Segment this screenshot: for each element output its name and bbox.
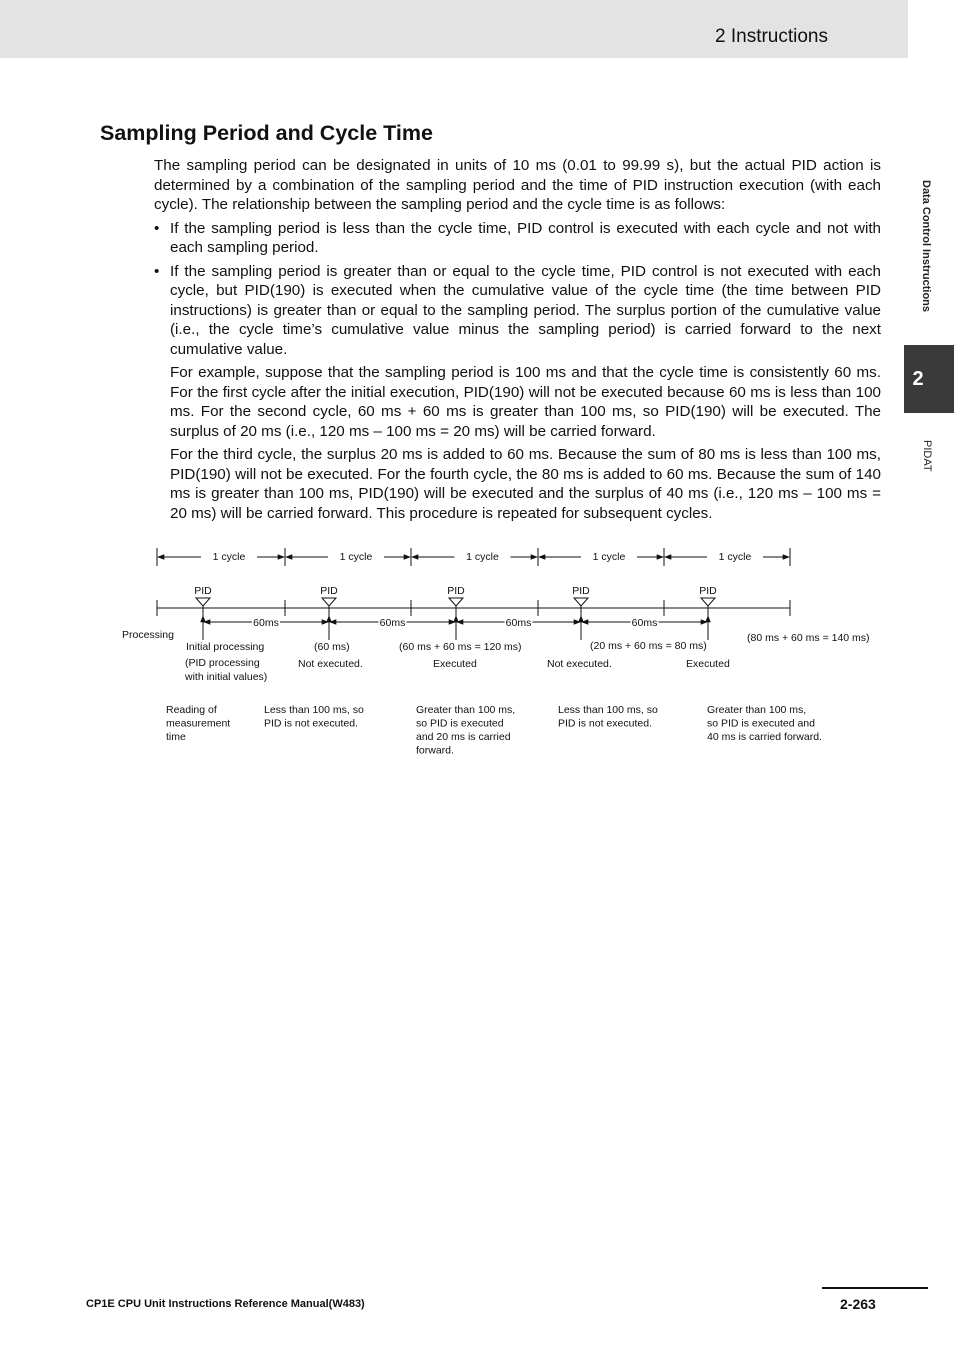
footer-rule xyxy=(822,1287,928,1289)
initial-processing-label: Initial processing xyxy=(186,641,265,653)
explanation-note: measurement xyxy=(166,717,231,730)
explanation-note: and 20 ms is carried xyxy=(416,731,511,743)
cumulative-sum-label: (80 ms + 60 ms = 140 ms) xyxy=(747,632,870,644)
bullet-text: If the sampling period is less than the cycle time, PID control is executed with each cycle and not with each sampling period. xyxy=(170,219,881,256)
section-title: Sampling Period and Cycle Time xyxy=(100,121,433,145)
interval-label: 60ms xyxy=(253,617,279,629)
explanation-note: forward. xyxy=(416,744,454,757)
cumulative-sum-label: (60 ms) xyxy=(314,641,350,653)
cumulative-sum-label: (60 ms + 60 ms = 120 ms) xyxy=(399,641,522,653)
bullet-dot: • xyxy=(154,219,160,237)
intro-paragraph: The sampling period can be designated in units of 10 ms (0.01 to 99.99 s), but the actual PID action is determined by a combination of the sampling period and the time of PID instruction execution (with each cycle). The relationship between the sampling period and the cycle time is as follows: xyxy=(154,157,881,213)
interval-label: 60ms xyxy=(505,617,532,629)
pid-label: PID xyxy=(699,585,717,597)
initial-processing-label: (PID processing xyxy=(185,657,260,669)
explanation-note: Less than 100 ms, so xyxy=(558,704,658,716)
chapter-tab: 2 xyxy=(904,345,954,413)
pid-triangle xyxy=(701,598,715,606)
explanation-note: PID is not executed. xyxy=(558,717,652,730)
pid-label: PID xyxy=(572,585,590,597)
pid-label: PID xyxy=(447,585,465,597)
cycle-label: 1 cycle xyxy=(718,551,752,563)
cycle-label: 1 cycle xyxy=(212,551,246,563)
cycle-label: 1 cycle xyxy=(339,551,373,563)
chapter-heading: 2 Instructions xyxy=(715,26,828,47)
side-instruction-label: PIDAT xyxy=(921,440,933,472)
explanation-note: Reading of xyxy=(166,704,217,716)
explanation-note: Greater than 100 ms, xyxy=(707,704,807,716)
example-paragraph: For the third cycle, the surplus 20 ms is added to 60 ms. Because the sum of 80 ms is less than 100 ms, PID(190) will not be executed. For the fourth cycle, the 80 ms is added to 60 ms. Because the sum of 140 ms is greater than 100 ms, PID(190) will be executed and the surplus of 40 ms (i.e., 120 ms – 100 ms = 20 ms) will be carried forward. This procedure is repeated for subsequent cycles. xyxy=(170,446,881,522)
processing-label: Processing xyxy=(122,629,174,641)
cycle-label: 1 cycle xyxy=(466,551,499,563)
diagram-labels xyxy=(122,551,870,757)
side-category-label: Data Control Instructions xyxy=(920,180,932,313)
execution-result-label: Not executed. xyxy=(547,658,612,670)
interval-label: 60ms xyxy=(631,617,658,629)
page-number: 2-263 xyxy=(840,1296,876,1312)
explanation-note: Greater than 100 ms, xyxy=(416,704,516,716)
explanation-note: so PID is executed and xyxy=(707,717,815,730)
execution-result-label: Not executed. xyxy=(298,658,363,670)
execution-result-label: Executed xyxy=(686,658,730,670)
bullet-dot: • xyxy=(154,262,160,280)
pid-triangle xyxy=(196,598,210,606)
pid-triangle xyxy=(574,598,588,606)
pid-label: PID xyxy=(194,585,212,597)
example-paragraph: For example, suppose that the sampling period is 100 ms and that the cycle time is consistently 60 ms. For the first cycle after the initial execution, PID(190) will not be executed because 60 ms is less than 100 ms. For the second cycle, 60 ms + 60 ms is greater than 100 ms, so PID(190) will be executed. The surplus of 20 ms (i.e., 120 ms – 100 ms = 20 ms) will be carried forward. xyxy=(170,364,881,440)
manual-title: CP1E CPU Unit Instructions Reference Manual(W483) xyxy=(86,1298,365,1310)
pid-triangle xyxy=(322,598,336,606)
execution-result-label: Executed xyxy=(433,658,477,670)
pid-triangle xyxy=(449,598,463,606)
interval-label: 60ms xyxy=(379,617,406,629)
explanation-note: so PID is executed xyxy=(416,717,504,730)
cumulative-sum-label: (20 ms + 60 ms = 80 ms) xyxy=(590,640,707,652)
cycle-label: 1 cycle xyxy=(592,551,626,563)
bullet-text: If the sampling period is greater than or equal to the cycle time, PID control is not executed with each cycle, but PID(190) is executed when the cumulative value of the cycle time (the time between PID instructions) is greater than or equal to the sampling period. The surplus portion of the cumulative value (i.e., the cycle time’s cumulative value minus the sampling period) is carried forward to the next cumulative value. xyxy=(170,262,881,358)
initial-processing-label: with initial values) xyxy=(185,671,268,683)
explanation-note: Less than 100 ms, so xyxy=(264,704,364,716)
pid-label: PID xyxy=(320,585,338,597)
explanation-note: 40 ms is carried forward. xyxy=(707,731,822,743)
explanation-note: time xyxy=(166,731,186,743)
processing-row xyxy=(157,598,790,640)
explanation-note: PID is not executed. xyxy=(264,717,358,730)
